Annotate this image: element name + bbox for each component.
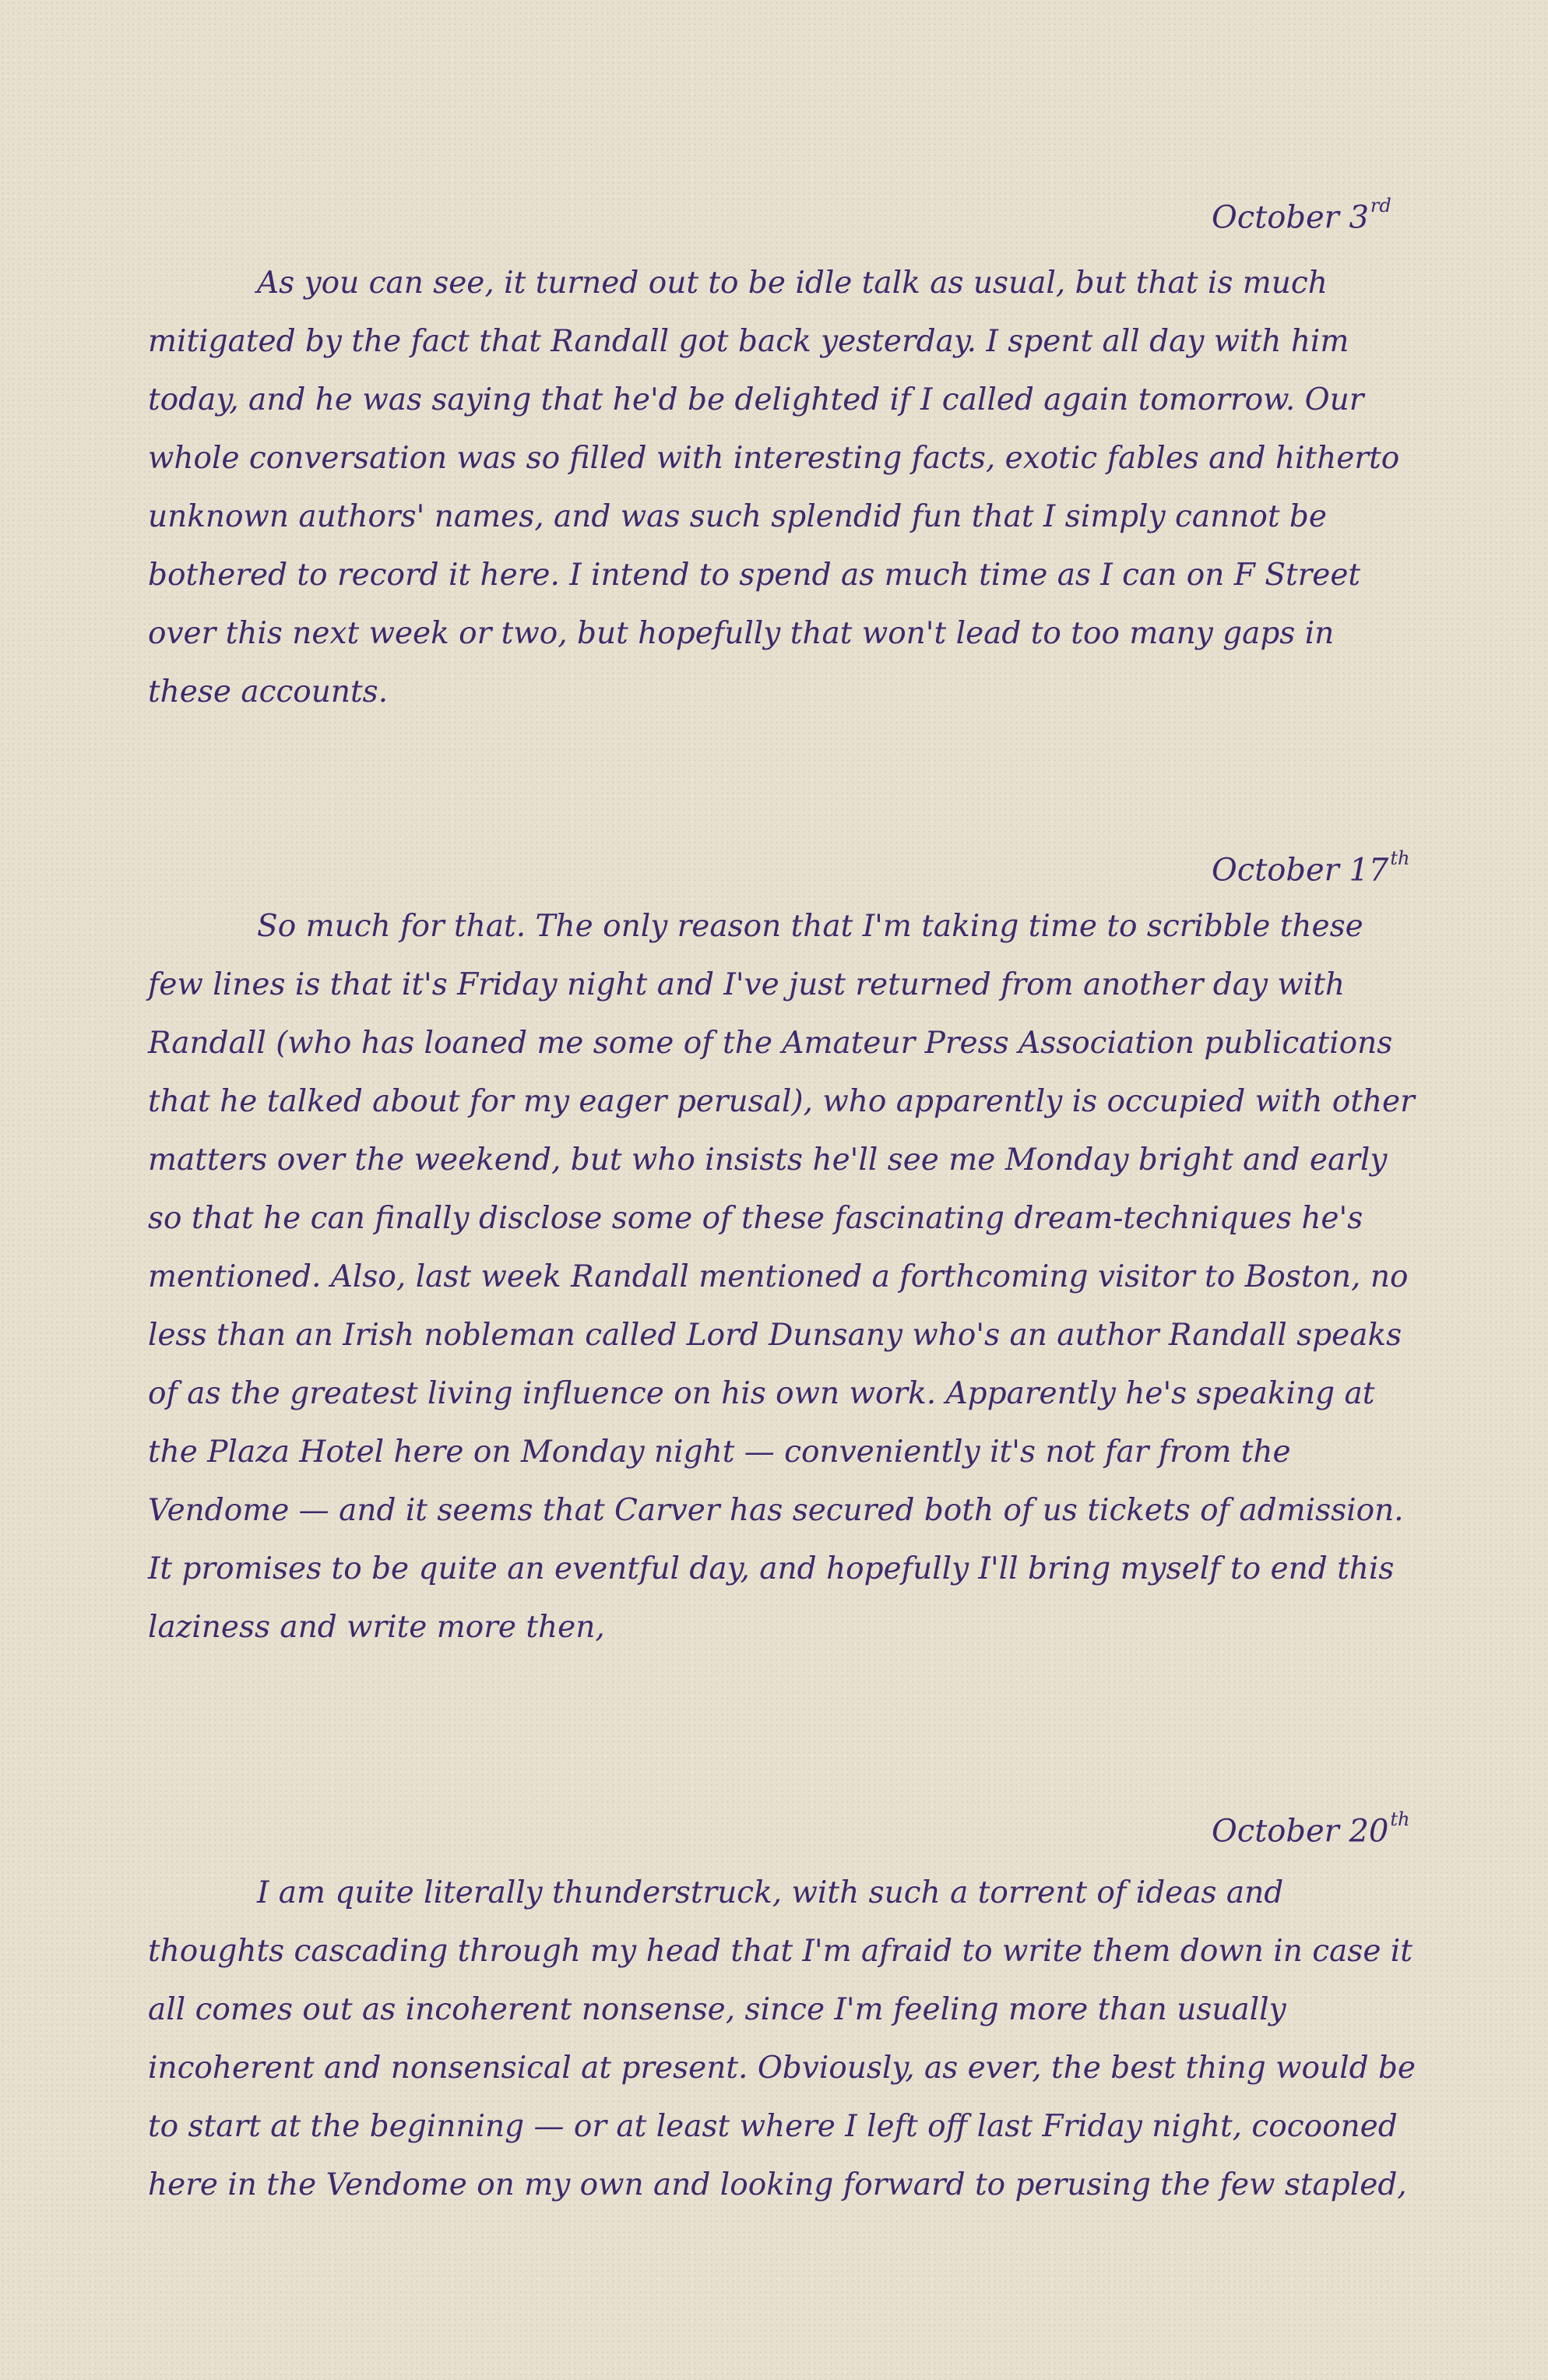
entry-date — [1212, 195, 1391, 236]
entry-date-suffix: th — [1390, 847, 1410, 869]
entry-body: I am quite literally thunderstruck, with such a torrent of ideas and thoughts cascading through my head that I'm afraid to write them down in case it all comes out as incoherent nonsense, since I'm feeling more than usually incoherent and nonsensical at present. Obviously, as ever, the best thing would be to start at the beginning — or at least where I left off last Friday night, cocooned here in the Vendome on my own and looking forward to perusing the few stapled, — [148, 1875, 1416, 2202]
entry-date-text: October 3 — [1212, 199, 1369, 236]
entry-date-suffix: th — [1390, 1808, 1410, 1830]
entry-date — [1212, 1808, 1410, 1850]
entry-date — [1212, 847, 1410, 889]
entry-body: As you can see, it turned out to be idle talk as usual, but that is much mitigated by the fact that Randall got back yesterday. I spent all day with him today, and he was saying that he'd be delighted if I called again tomorrow. Our whole conversation was so filled with interesting facts, exotic fables and hitherto unknown authors' names, and was such splendid fun that I simply cannot be bothered to record it here. I intend to spend as much time as I can on F Street over this next week or two, but hopefully that won't lead to too many gaps in these accounts. — [148, 266, 1400, 709]
entry-date-text: October 17 — [1212, 852, 1389, 889]
entry-date-suffix: rd — [1370, 195, 1391, 217]
entry-body: So much for that. The only reason that I'm taking time to scribble these few lines is that it's Friday night and I've just returned from another day with Randall (who has loaned me some of the Amateur Press Association publications that he talked about for my eager perusal), who apparently is occupied with other matters over the weekend, but who insists he'll see me Monday bright and early so that he can finally disclose some of these fascinating dream-techniques he's mentioned. Also, last week Randall mentioned a forthcoming visitor to Boston, no less than an Irish nobleman called Lord Dunsany who's an author Randall speaks of as the greatest living influence on his own work. Apparently he's speaking at the Plaza Hotel here on Monday night — conveniently it's not far from the Vendome — and it seems that Carver has secured both of us tickets of admission. It promises to be quite an eventful day, and hopefully I'll bring myself to end this laziness and write more then, — [148, 909, 1415, 1645]
entry-date-text: October 20 — [1212, 1813, 1389, 1850]
